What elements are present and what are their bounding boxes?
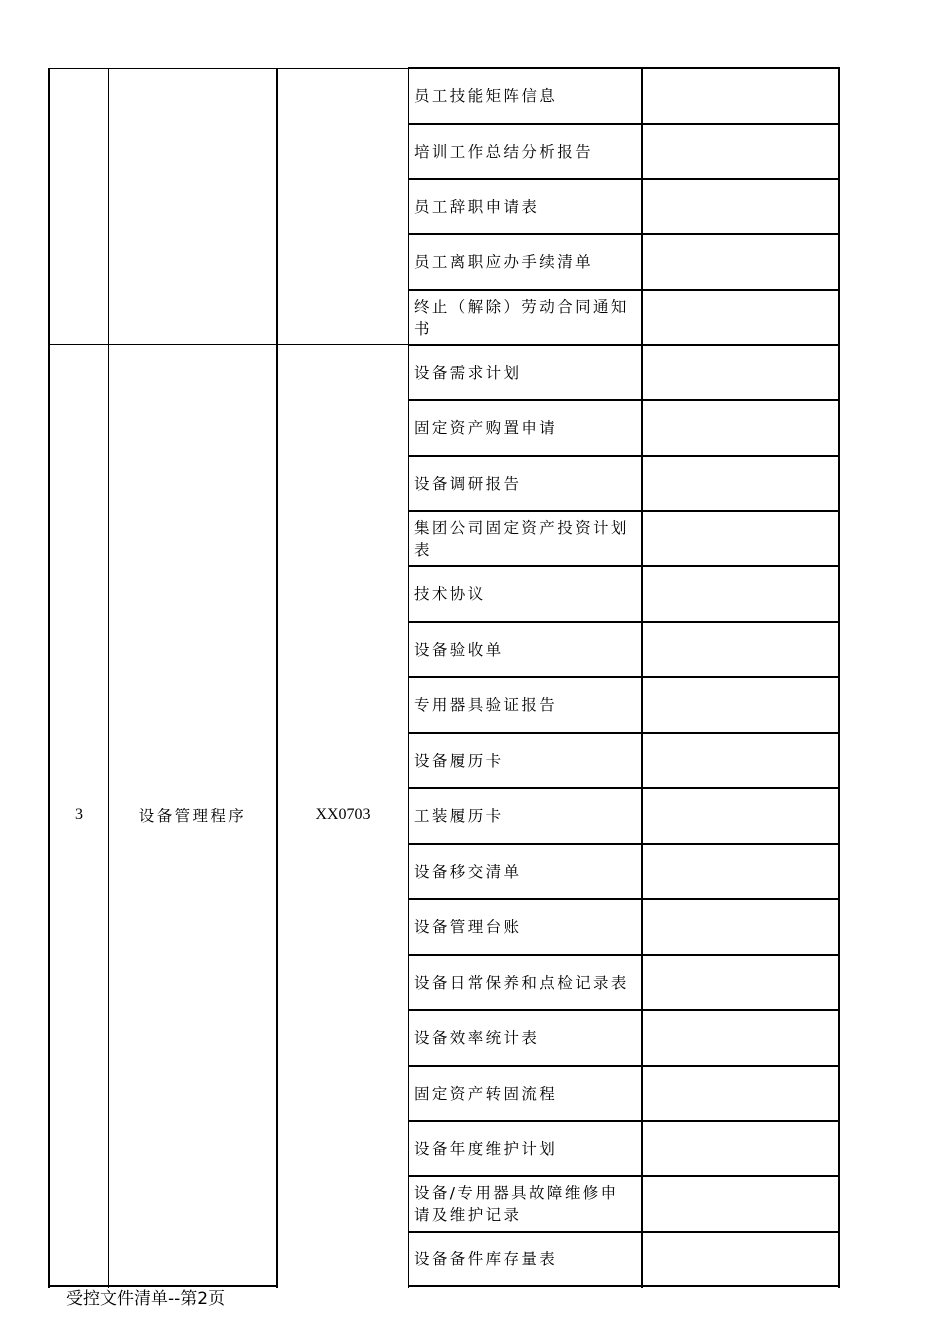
record-name: 终止（解除）劳动合同通知书	[414, 297, 629, 338]
row-line	[408, 1285, 840, 1287]
col-line-5	[641, 68, 643, 1288]
record-name: 设备履历卡	[414, 751, 504, 770]
record-name: 技术协议	[414, 585, 486, 603]
record-name: 专用器具验证报告	[414, 696, 558, 714]
record-name: 设备年度维护计划	[414, 1139, 558, 1158]
record-name: 设备效率统计表	[414, 1029, 540, 1047]
record-name: 员工辞职申请表	[414, 197, 540, 216]
record-name: 员工技能矩阵信息	[414, 87, 558, 105]
record-name: 工装履历卡	[414, 807, 504, 825]
procedure-code: XX0703	[315, 806, 371, 823]
record-name: 固定资产购置申请	[414, 419, 558, 437]
row-number: 3	[75, 806, 83, 823]
record-name: 设备调研报告	[414, 474, 522, 493]
page-footer: 受控文件清单--第2页	[66, 1289, 226, 1309]
record-name: 设备验收单	[414, 640, 504, 659]
record-name: 设备移交清单	[414, 862, 522, 881]
top-line-left	[48, 68, 408, 69]
col-line-4	[408, 68, 409, 1288]
record-name: 设备/专用器具故障维修申请及维护记录	[414, 1184, 619, 1224]
record-name: 固定资产转固流程	[414, 1084, 558, 1103]
record-name: 培训工作总结分析报告	[414, 142, 594, 161]
col-line-6	[838, 68, 840, 1288]
record-name: 设备日常保养和点检记录表	[414, 973, 629, 992]
record-name: 设备需求计划	[414, 363, 522, 382]
procedure-name: 设备管理程序	[138, 807, 247, 825]
record-name: 员工离职应办手续清单	[414, 253, 594, 271]
record-name: 设备备件库存量表	[414, 1250, 558, 1268]
record-name: 集团公司固定资产投资计划表	[414, 518, 629, 559]
record-name: 设备管理台账	[414, 918, 522, 936]
